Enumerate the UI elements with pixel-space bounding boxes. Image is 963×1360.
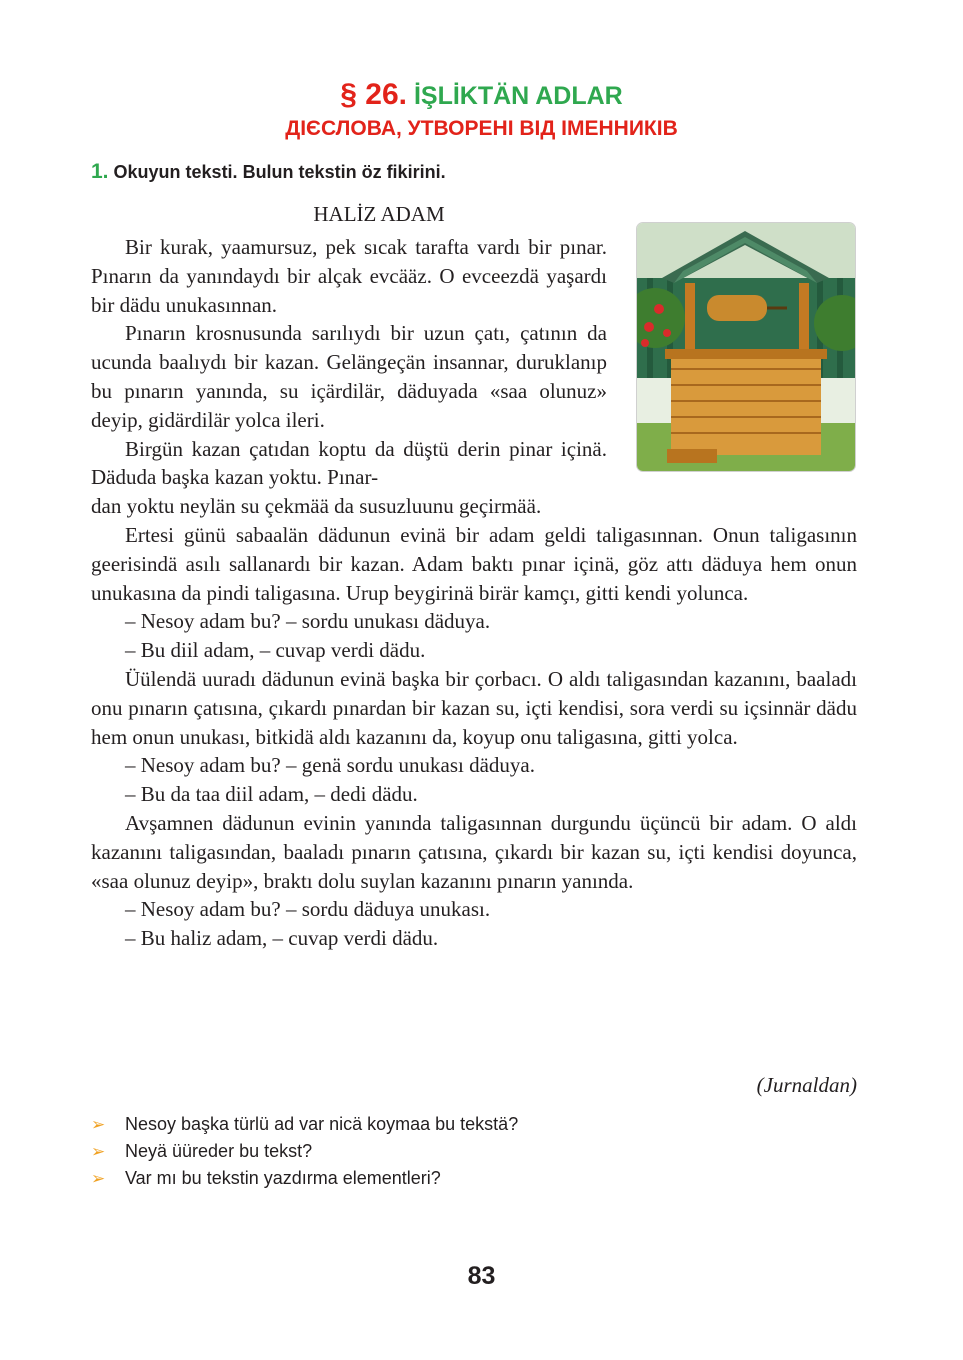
story-paragraph: – Bu da taa diil adam, – dedi dädu. (125, 782, 418, 807)
story-paragraph: – Nesoy adam bu? – sordu unukası däduya. (125, 609, 491, 634)
story-paragraph: Pınarın krosnusunda sarılıydı bir uzun çatı, çatının da ucunda baalıydı bir kazan. Gelängeçän insannar, duruklanıp bu pınarın yanında, su içärdilär, däduyada «saa olunuz» deyip, gidärdilär yolca ileri. (91, 321, 607, 432)
page-number: 83 (467, 1262, 496, 1290)
story-paragraph: Üülendä uuradı dädunun evinä başka bir çorbacı. O aldı taligasından kazanını, baaladı onu pınarın çatısına, çıkardı pınardan bir kazan su, içti kendisi, sora verdi su içsinnär dädu hem onun unukası, bitkidä aldı kazanını da, koyup onu taligasına, gitti yolca. (91, 666, 857, 749)
story-paragraph: – Bu haliz adam, – cuvap verdi dädu. (125, 926, 439, 951)
section-title-text: İŞLİKTÄN ADLAR (413, 82, 623, 110)
story-title-text: HALİZ ADAM (313, 202, 445, 226)
story-wide-block (91, 492, 857, 953)
arrow-icon: ➢ (91, 1142, 106, 1161)
page-header (0, 78, 963, 143)
question-text: Nesoy başka türlü ad var nicä koymaa bu tekstä? (125, 1114, 519, 1134)
question-item (91, 1138, 857, 1165)
section-subtitle: ДІЄСЛОВА, УТВОРЕНІ ВІД ІМЕННИКІВ (285, 117, 678, 140)
story-paragraph: – Nesoy adam bu? – sordu däduya unukası. (125, 897, 491, 922)
story-text (91, 233, 857, 953)
question-item (91, 1165, 857, 1192)
task-number: 1. (91, 160, 109, 183)
arrow-icon: ➢ (91, 1169, 106, 1188)
story-paragraph: Bir kurak, yaamursuz, pek sıcak tarafta vardı bir pınar. Pınarın da yanındaydı bir alçak evcääz. O evceezdä yaşardı bir dädu unukasınnan. (91, 235, 607, 317)
question-list (91, 1111, 857, 1192)
story-paragraph: – Bu diil adam, – cuvap verdi dädu. (125, 638, 426, 663)
section-number: § 26. (340, 78, 407, 111)
story-narrow-block (91, 233, 607, 492)
question-text: Var mı bu tekstin yazdırma elementleri? (125, 1168, 441, 1188)
story-paragraph: dan yoktu neylän su çekmää da susuzluunu geçirmää. (91, 494, 542, 519)
task-instruction (91, 160, 446, 184)
story-paragraph: – Nesoy adam bu? – genä sordu unukası däduya. (125, 753, 535, 778)
section-title (0, 78, 963, 113)
story-paragraph: Birgün kazan çatıdan koptu da düştü derin pinar içinä. Däduda başka kazan yoktu. Pınar- (91, 436, 607, 490)
arrow-icon: ➢ (91, 1115, 106, 1134)
story-paragraph: Avşamnen dädunun evinin yanında taligasınnan durgundu üçüncü bir adam. O aldı kazanını taligasından, baaladı pınarın çatısına, çıkardı bir kazan su, içti kendisi doyunca, «saa olunuz deyip», braktı dolu suylan kazanını pınarın yanında. (91, 810, 857, 893)
story-source: (Jurnaldan) (756, 1073, 857, 1097)
story-paragraph: Ertesi günü sabaalän dädunun evinä bir adam geldi taligasınnan. Onun taligasının geerisindä asılı sallanardı bir kazan. Adam baktı pınar içinä, göz attı däduya hem onun unukasına da pindi taligasına. Urup beygirinä birär kamçı, gitti kendi yolunca. (91, 522, 857, 605)
question-text: Neyä üüreder bu tekst? (125, 1141, 313, 1161)
task-text: Okuyun teksti. Bulun tekstin öz fikirini. (113, 162, 446, 182)
question-item (91, 1111, 857, 1138)
